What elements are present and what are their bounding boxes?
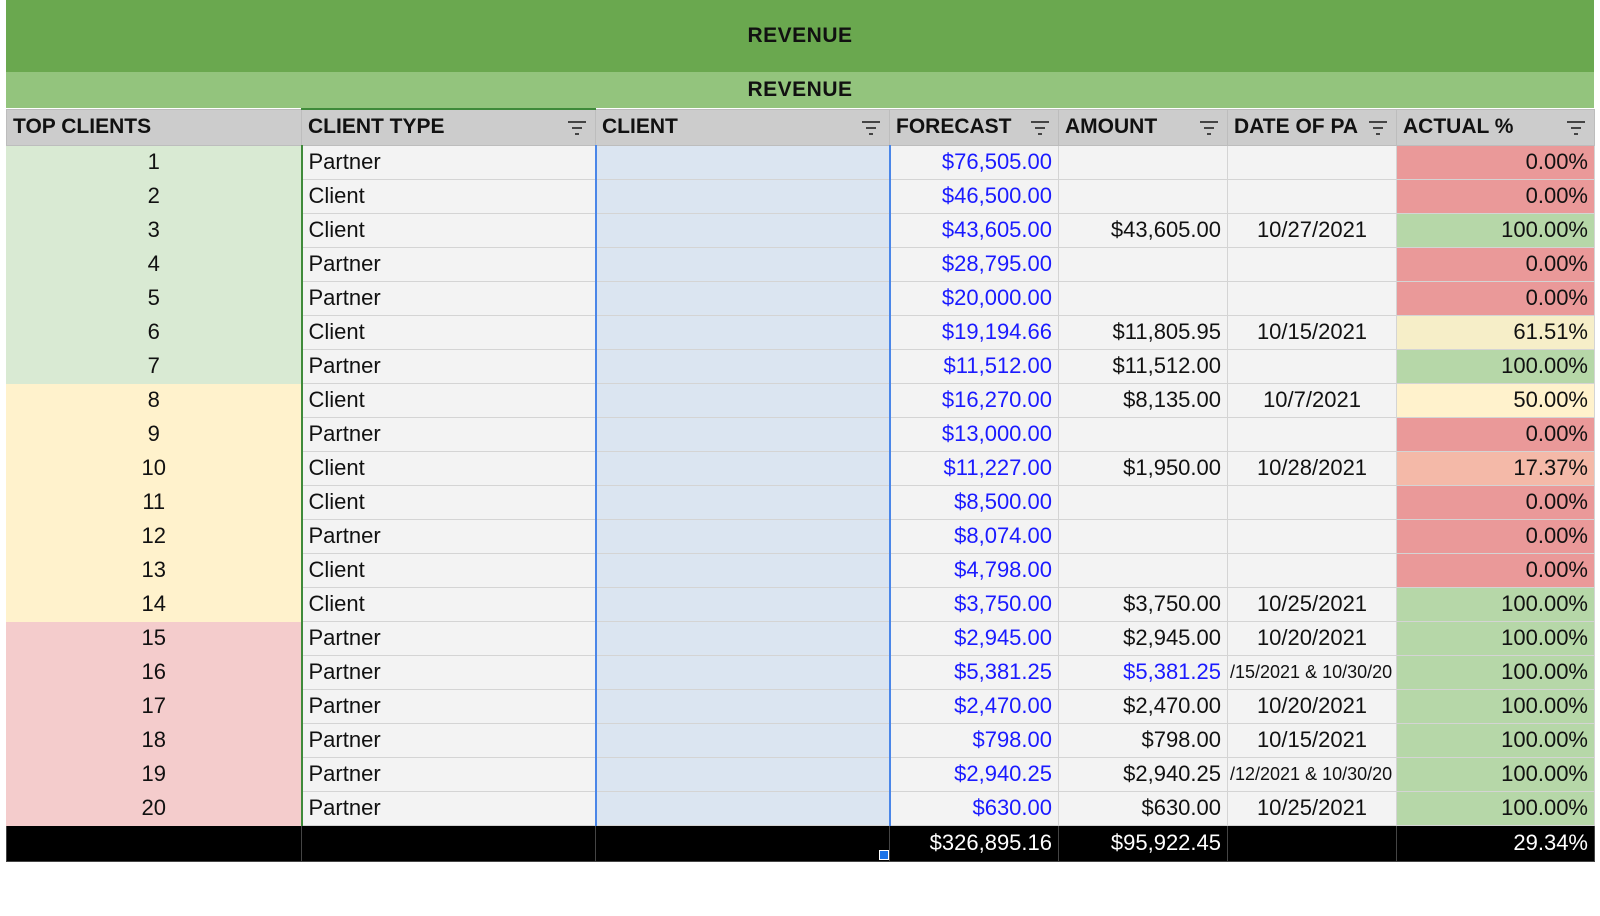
actual-percent-cell[interactable]: 0.00% bbox=[1397, 179, 1595, 213]
table-row bbox=[7, 451, 1595, 485]
filter-icon[interactable] bbox=[1199, 120, 1219, 136]
actual-percent-cell[interactable]: 100.00% bbox=[1397, 689, 1595, 723]
actual-percent-cell[interactable]: 0.00% bbox=[1397, 553, 1595, 587]
actual-percent-cell[interactable]: 0.00% bbox=[1397, 281, 1595, 315]
actual-percent-cell[interactable]: 100.00% bbox=[1397, 791, 1595, 825]
amount-cell[interactable]: $1,950.00 bbox=[1059, 451, 1228, 485]
client-type-cell[interactable]: Client bbox=[302, 383, 596, 417]
forecast-cell[interactable]: $2,470.00 bbox=[890, 689, 1059, 723]
date-cell[interactable] bbox=[1228, 179, 1397, 213]
forecast-cell[interactable]: $76,505.00 bbox=[890, 145, 1059, 179]
rank-cell[interactable]: 9 bbox=[7, 417, 302, 451]
table-row bbox=[7, 587, 1595, 621]
actual-percent-cell[interactable]: 100.00% bbox=[1397, 213, 1595, 247]
date-cell[interactable]: 10/25/2021 bbox=[1228, 587, 1397, 621]
table-row bbox=[7, 417, 1595, 451]
table-row bbox=[7, 485, 1595, 519]
client-cell[interactable] bbox=[596, 179, 890, 213]
client-cell[interactable] bbox=[596, 655, 890, 689]
date-cell[interactable]: 10/25/2021 bbox=[1228, 791, 1397, 825]
total-cell-rank[interactable] bbox=[7, 825, 302, 861]
table-row bbox=[7, 281, 1595, 315]
amount-cell[interactable]: $43,605.00 bbox=[1059, 213, 1228, 247]
total-cell-date[interactable] bbox=[1228, 825, 1397, 861]
rank-cell[interactable]: 16 bbox=[7, 655, 302, 689]
table-row bbox=[7, 655, 1595, 689]
rank-cell[interactable]: 14 bbox=[7, 587, 302, 621]
client-cell[interactable] bbox=[596, 757, 890, 791]
table-row bbox=[7, 723, 1595, 757]
total-cell-type[interactable] bbox=[302, 825, 596, 861]
client-cell[interactable] bbox=[596, 451, 890, 485]
forecast-cell[interactable]: $13,000.00 bbox=[890, 417, 1059, 451]
header-label: DATE OF PA bbox=[1234, 115, 1359, 138]
actual-percent-cell[interactable]: 17.37% bbox=[1397, 451, 1595, 485]
date-cell[interactable]: 10/7/2021 bbox=[1228, 383, 1397, 417]
client-type-cell[interactable]: Partner bbox=[302, 281, 596, 315]
client-cell[interactable] bbox=[596, 485, 890, 519]
client-type-cell[interactable]: Client bbox=[302, 213, 596, 247]
amount-cell[interactable]: $2,940.25 bbox=[1059, 757, 1228, 791]
amount-cell[interactable]: $5,381.25 bbox=[1059, 655, 1228, 689]
table-body bbox=[7, 145, 1595, 825]
client-cell[interactable] bbox=[596, 689, 890, 723]
client-cell[interactable] bbox=[596, 587, 890, 621]
revenue-banner[interactable]: REVENUE bbox=[6, 0, 1594, 72]
forecast-cell[interactable]: $2,945.00 bbox=[890, 621, 1059, 655]
client-type-cell[interactable]: Client bbox=[302, 179, 596, 213]
header-label: CLIENT TYPE bbox=[308, 115, 445, 139]
client-type-cell[interactable]: Partner bbox=[302, 145, 596, 179]
forecast-cell[interactable]: $11,512.00 bbox=[890, 349, 1059, 383]
filter-icon[interactable] bbox=[567, 120, 587, 136]
client-cell[interactable] bbox=[596, 621, 890, 655]
header-label: CLIENT bbox=[602, 115, 678, 138]
rank-cell[interactable]: 2 bbox=[7, 179, 302, 213]
amount-cell[interactable]: $11,512.00 bbox=[1059, 349, 1228, 383]
amount-cell[interactable] bbox=[1059, 145, 1228, 179]
header-actual-percent[interactable] bbox=[1397, 109, 1595, 145]
client-type-cell[interactable]: Partner bbox=[302, 247, 596, 281]
rank-cell[interactable]: 17 bbox=[7, 689, 302, 723]
date-cell[interactable] bbox=[1228, 417, 1397, 451]
rank-cell[interactable]: 8 bbox=[7, 383, 302, 417]
revenue-subbanner[interactable]: REVENUE bbox=[6, 72, 1594, 108]
header-label: FORECAST bbox=[896, 115, 1012, 138]
header-forecast[interactable] bbox=[890, 109, 1059, 145]
client-cell[interactable] bbox=[596, 145, 890, 179]
table-row bbox=[7, 145, 1595, 179]
amount-cell[interactable]: $2,945.00 bbox=[1059, 621, 1228, 655]
table-row bbox=[7, 519, 1595, 553]
actual-percent-cell[interactable]: 100.00% bbox=[1397, 757, 1595, 791]
header-label: TOP CLIENTS bbox=[13, 115, 152, 138]
actual-percent-cell[interactable]: 100.00% bbox=[1397, 655, 1595, 689]
rank-cell[interactable]: 5 bbox=[7, 281, 302, 315]
rank-cell[interactable]: 3 bbox=[7, 213, 302, 247]
filter-icon[interactable] bbox=[1566, 120, 1586, 136]
forecast-cell[interactable]: $46,500.00 bbox=[890, 179, 1059, 213]
amount-cell[interactable] bbox=[1059, 281, 1228, 315]
date-cell[interactable]: 10/15/2021 bbox=[1228, 723, 1397, 757]
forecast-cell[interactable]: $3,750.00 bbox=[890, 587, 1059, 621]
totals-row bbox=[7, 825, 1595, 861]
date-cell[interactable] bbox=[1228, 349, 1397, 383]
client-type-cell[interactable]: Partner bbox=[302, 689, 596, 723]
amount-cell[interactable]: $2,470.00 bbox=[1059, 689, 1228, 723]
forecast-cell[interactable]: $798.00 bbox=[890, 723, 1059, 757]
header-amount[interactable] bbox=[1059, 109, 1228, 145]
table-row bbox=[7, 179, 1595, 213]
client-type-cell[interactable]: Partner bbox=[302, 723, 596, 757]
table-row bbox=[7, 689, 1595, 723]
rank-cell[interactable]: 1 bbox=[7, 145, 302, 179]
actual-percent-cell[interactable]: 0.00% bbox=[1397, 145, 1595, 179]
actual-percent-cell[interactable]: 61.51% bbox=[1397, 315, 1595, 349]
header-row bbox=[7, 109, 1595, 145]
filter-icon[interactable] bbox=[1368, 120, 1388, 136]
client-cell[interactable] bbox=[596, 383, 890, 417]
client-type-cell[interactable]: Partner bbox=[302, 757, 596, 791]
client-cell[interactable] bbox=[596, 315, 890, 349]
actual-percent-cell[interactable]: 50.00% bbox=[1397, 383, 1595, 417]
client-type-cell[interactable]: Client bbox=[302, 451, 596, 485]
forecast-cell[interactable]: $11,227.00 bbox=[890, 451, 1059, 485]
date-cell[interactable]: 10/28/2021 bbox=[1228, 451, 1397, 485]
table-row bbox=[7, 247, 1595, 281]
actual-percent-cell[interactable]: 0.00% bbox=[1397, 485, 1595, 519]
rank-cell[interactable]: 18 bbox=[7, 723, 302, 757]
total-amount[interactable]: $95,922.45 bbox=[1059, 825, 1228, 861]
date-cell[interactable] bbox=[1228, 485, 1397, 519]
forecast-cell[interactable]: $28,795.00 bbox=[890, 247, 1059, 281]
forecast-cell[interactable]: $4,798.00 bbox=[890, 553, 1059, 587]
table-row bbox=[7, 791, 1595, 825]
forecast-cell[interactable]: $8,500.00 bbox=[890, 485, 1059, 519]
client-cell[interactable] bbox=[596, 791, 890, 825]
forecast-cell[interactable]: $20,000.00 bbox=[890, 281, 1059, 315]
revenue-table bbox=[6, 108, 1595, 862]
table-row bbox=[7, 213, 1595, 247]
filter-icon[interactable] bbox=[1030, 120, 1050, 136]
forecast-cell[interactable]: $630.00 bbox=[890, 791, 1059, 825]
client-cell[interactable] bbox=[596, 247, 890, 281]
client-type-cell[interactable]: Client bbox=[302, 587, 596, 621]
rank-cell[interactable]: 19 bbox=[7, 757, 302, 791]
client-type-cell[interactable]: Partner bbox=[302, 655, 596, 689]
forecast-cell[interactable]: $43,605.00 bbox=[890, 213, 1059, 247]
date-cell[interactable]: 10/20/2021 bbox=[1228, 621, 1397, 655]
date-cell[interactable]: /12/2021 & 10/30/20 bbox=[1228, 757, 1397, 791]
actual-percent-cell[interactable]: 0.00% bbox=[1397, 247, 1595, 281]
rank-cell[interactable]: 15 bbox=[7, 621, 302, 655]
header-client-type[interactable] bbox=[302, 109, 596, 145]
amount-cell[interactable] bbox=[1059, 485, 1228, 519]
selection-fill-handle[interactable] bbox=[879, 850, 889, 860]
table-row bbox=[7, 315, 1595, 349]
date-cell[interactable] bbox=[1228, 519, 1397, 553]
forecast-cell[interactable]: $8,074.00 bbox=[890, 519, 1059, 553]
actual-percent-cell[interactable]: 100.00% bbox=[1397, 587, 1595, 621]
date-cell[interactable]: 10/15/2021 bbox=[1228, 315, 1397, 349]
client-type-cell[interactable]: Client bbox=[302, 553, 596, 587]
amount-cell[interactable] bbox=[1059, 417, 1228, 451]
forecast-cell[interactable]: $16,270.00 bbox=[890, 383, 1059, 417]
table-row bbox=[7, 757, 1595, 791]
client-cell[interactable] bbox=[596, 519, 890, 553]
date-cell[interactable] bbox=[1228, 281, 1397, 315]
client-type-cell[interactable]: Partner bbox=[302, 417, 596, 451]
amount-cell[interactable] bbox=[1059, 553, 1228, 587]
date-cell[interactable]: 10/20/2021 bbox=[1228, 689, 1397, 723]
client-type-cell[interactable]: Partner bbox=[302, 621, 596, 655]
amount-cell[interactable]: $630.00 bbox=[1059, 791, 1228, 825]
header-top-clients[interactable] bbox=[7, 109, 302, 145]
rank-cell[interactable]: 12 bbox=[7, 519, 302, 553]
amount-cell[interactable]: $11,805.95 bbox=[1059, 315, 1228, 349]
client-cell[interactable] bbox=[596, 213, 890, 247]
total-cell-client[interactable] bbox=[596, 825, 890, 861]
actual-percent-cell[interactable]: 0.00% bbox=[1397, 417, 1595, 451]
amount-cell[interactable] bbox=[1059, 519, 1228, 553]
client-type-cell[interactable]: Client bbox=[302, 485, 596, 519]
client-type-cell[interactable]: Client bbox=[302, 315, 596, 349]
client-cell[interactable] bbox=[596, 281, 890, 315]
actual-percent-cell[interactable]: 0.00% bbox=[1397, 519, 1595, 553]
amount-cell[interactable] bbox=[1059, 247, 1228, 281]
client-cell[interactable] bbox=[596, 553, 890, 587]
rank-cell[interactable]: 10 bbox=[7, 451, 302, 485]
header-client[interactable] bbox=[596, 109, 890, 145]
forecast-cell[interactable]: $19,194.66 bbox=[890, 315, 1059, 349]
amount-cell[interactable]: $8,135.00 bbox=[1059, 383, 1228, 417]
client-cell[interactable] bbox=[596, 417, 890, 451]
header-date-of-payment[interactable] bbox=[1228, 109, 1397, 145]
actual-percent-cell[interactable]: 100.00% bbox=[1397, 349, 1595, 383]
client-type-cell[interactable]: Partner bbox=[302, 349, 596, 383]
client-cell[interactable] bbox=[596, 349, 890, 383]
date-cell[interactable]: 10/27/2021 bbox=[1228, 213, 1397, 247]
amount-cell[interactable] bbox=[1059, 179, 1228, 213]
client-type-cell[interactable]: Partner bbox=[302, 791, 596, 825]
amount-cell[interactable]: $3,750.00 bbox=[1059, 587, 1228, 621]
table-row bbox=[7, 553, 1595, 587]
client-type-cell[interactable]: Partner bbox=[302, 519, 596, 553]
table-row bbox=[7, 349, 1595, 383]
header-label: ACTUAL % bbox=[1403, 115, 1514, 138]
rank-cell[interactable]: 20 bbox=[7, 791, 302, 825]
rank-cell[interactable]: 7 bbox=[7, 349, 302, 383]
header-label: AMOUNT bbox=[1065, 115, 1158, 138]
rank-cell[interactable]: 6 bbox=[7, 315, 302, 349]
rank-cell[interactable]: 13 bbox=[7, 553, 302, 587]
date-cell[interactable] bbox=[1228, 247, 1397, 281]
actual-percent-cell[interactable]: 100.00% bbox=[1397, 723, 1595, 757]
forecast-cell[interactable]: $5,381.25 bbox=[890, 655, 1059, 689]
filter-icon[interactable] bbox=[861, 120, 881, 136]
amount-cell[interactable]: $798.00 bbox=[1059, 723, 1228, 757]
table-row bbox=[7, 621, 1595, 655]
table-row bbox=[7, 383, 1595, 417]
rank-cell[interactable]: 11 bbox=[7, 485, 302, 519]
forecast-cell[interactable]: $2,940.25 bbox=[890, 757, 1059, 791]
date-cell[interactable]: /15/2021 & 10/30/20 bbox=[1228, 655, 1397, 689]
total-actual-percent[interactable]: 29.34% bbox=[1397, 825, 1595, 861]
date-cell[interactable] bbox=[1228, 553, 1397, 587]
actual-percent-cell[interactable]: 100.00% bbox=[1397, 621, 1595, 655]
date-cell[interactable] bbox=[1228, 145, 1397, 179]
rank-cell[interactable]: 4 bbox=[7, 247, 302, 281]
client-cell[interactable] bbox=[596, 723, 890, 757]
total-forecast[interactable]: $326,895.16 bbox=[890, 825, 1059, 861]
